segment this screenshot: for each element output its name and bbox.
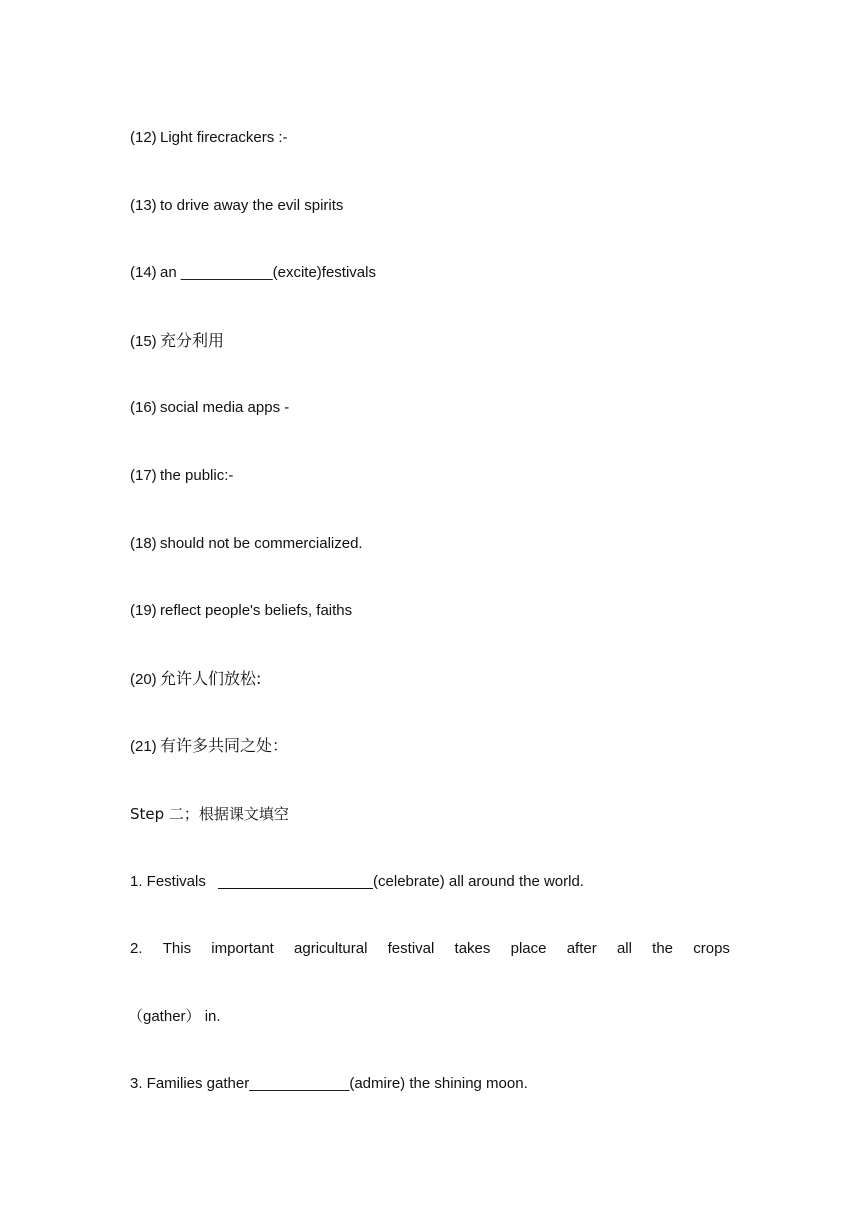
fill-word: agricultural [294,940,368,957]
vocab-item-14 [130,262,376,284]
fill-item-2-continuation: （gather） in. [128,1008,221,1025]
item-text: the public:- [160,467,234,484]
fill-word: important [211,940,274,957]
fill-word: the [652,940,674,957]
item-number: (13) [130,197,157,214]
vocab-item-13 [130,195,343,217]
item-number: (14) [130,264,157,281]
item-number: (18) [130,535,157,552]
vocab-item-18 [130,533,363,555]
vocab-item-19 [130,600,352,622]
item-number: (16) [130,399,157,416]
vocab-item-16 [130,397,289,419]
fill-word: 2. [130,940,143,957]
fill-word: all [616,940,632,957]
item-text: social media apps - [160,399,290,416]
item-number: (17) [130,467,157,484]
fill-item-1 [130,871,584,893]
fill-word: place [510,940,547,957]
step-heading: Step 二；根据课文填空 [130,805,289,823]
fill-word: takes [454,940,491,957]
answer-blank [218,873,373,889]
item-text: should not be commercialized. [160,535,363,552]
vocab-item-15 [130,330,224,352]
item-text: an ___________(excite)festivals [160,264,376,281]
item-number: (19) [130,602,157,619]
fill-item-3: 3. Families gather____________(admire) the shining moon. [130,1075,528,1092]
fill-word: after [566,940,597,957]
item-text: Light firecrackers :- [160,129,288,146]
item-text: reflect people's beliefs, faiths [160,602,353,619]
item-number: (15) [130,333,157,350]
item-number: (20) [130,671,157,688]
fill-item-2 [130,938,730,960]
vocab-item-12 [130,127,288,149]
fill-word: This [162,940,192,957]
item-text: 允许人们放松: [160,669,262,688]
vocab-item-17 [130,465,233,487]
vocab-item-21 [130,735,288,757]
fill-prefix: 1. Festivals [130,873,211,890]
fill-suffix: (celebrate) all around the world. [373,873,584,890]
fill-word: festival [387,940,435,957]
fill-word: crops [693,940,730,957]
item-number: (21) [130,738,157,755]
vocab-item-20 [130,668,261,690]
item-text: 有许多共同之处： [160,736,289,755]
item-text: 充分利用 [160,331,225,350]
item-number: (12) [130,129,157,146]
item-text: to drive away the evil spirits [160,197,344,214]
